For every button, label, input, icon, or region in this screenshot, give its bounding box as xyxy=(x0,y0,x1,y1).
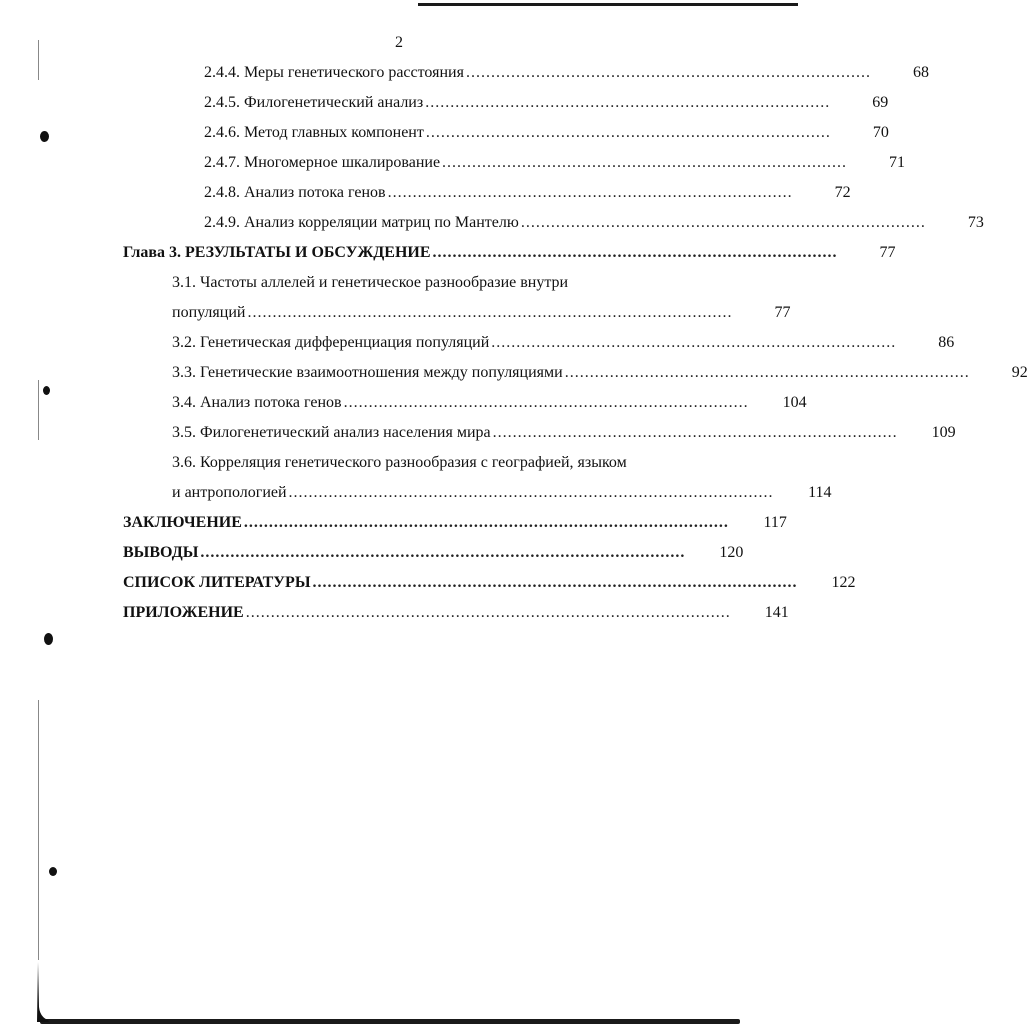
toc-entry-page: 72 xyxy=(834,184,851,201)
toc-leader-dots: ................................................................................. xyxy=(564,364,970,381)
toc-chapter-title: Глава 3. РЕЗУЛЬТАТЫ И ОБСУЖДЕНИЕ xyxy=(123,244,431,261)
toc-entry-page: 114 xyxy=(808,484,832,501)
toc-entry[interactable] xyxy=(204,178,851,208)
toc-entry-title: 2.4.9. Анализ корреляции матриц по Мантелю xyxy=(204,214,519,231)
toc-entry[interactable] xyxy=(204,148,906,178)
toc-leader-dots: ................................................................................. xyxy=(492,424,898,441)
toc-entry-page: 92 xyxy=(1011,364,1028,381)
toc-entry-title-line2: и антропологией xyxy=(172,484,287,501)
toc-entry-title-line1[interactable]: 3.6. Корреляция генетического разнообразия с географией, языком xyxy=(172,454,627,471)
toc-leader-dots: ................................................................................................. xyxy=(245,604,731,621)
page-number: 2 xyxy=(395,34,403,51)
toc-entry-title-line2: популяций xyxy=(172,304,246,321)
toc-entry-title: 3.5. Филогенетический анализ населения мира xyxy=(172,424,491,441)
toc-chapter-page: 77 xyxy=(879,244,896,261)
toc-chapter-title: ЗАКЛЮЧЕНИЕ xyxy=(123,514,242,531)
toc-chapter-entry[interactable] xyxy=(123,538,744,568)
toc-entry-title: 3.3. Генетические взаимоотношения между популяциями xyxy=(172,364,563,381)
hole-punch-mark xyxy=(43,386,50,395)
toc-entry[interactable] xyxy=(204,88,889,118)
toc-entry-title: 2.4.5. Филогенетический анализ xyxy=(204,94,424,111)
toc-entry-page: 73 xyxy=(967,214,984,231)
toc-chapter-entry[interactable] xyxy=(123,238,896,268)
toc-entry-page: 68 xyxy=(912,64,929,81)
toc-entry-page: 104 xyxy=(782,394,807,411)
toc-chapter-page: 117 xyxy=(763,514,787,531)
toc-entry-title: 2.4.7. Многомерное шкалирование xyxy=(204,154,441,171)
toc-entry[interactable] xyxy=(172,388,807,418)
toc-entry-page: 69 xyxy=(872,94,889,111)
toc-entry-page: 71 xyxy=(889,154,906,171)
toc-entry-page: 86 xyxy=(938,334,955,351)
toc-entry[interactable] xyxy=(204,208,984,238)
scan-corner-mark xyxy=(36,962,50,1022)
toc-leader-dots: ................................................................................. xyxy=(343,394,749,411)
toc-leader-dots: ................................................................................. xyxy=(425,124,831,141)
hole-punch-mark xyxy=(49,867,57,876)
toc-entry-title: 3.4. Анализ потока генов xyxy=(172,394,342,411)
hole-punch-mark xyxy=(40,131,49,142)
toc-leader-dots: ................................................................................................. xyxy=(243,514,729,531)
toc-chapter-entry[interactable] xyxy=(123,568,856,598)
toc-entry-title: 2.4.8. Анализ потока генов xyxy=(204,184,386,201)
toc-entry-title: 3.2. Генетическая дифференциация популяций xyxy=(172,334,490,351)
toc-entry-title: 2.4.6. Метод главных компонент xyxy=(204,124,424,141)
toc-leader-dots: ................................................................................................. xyxy=(247,304,733,321)
toc-leader-dots: ................................................................................. xyxy=(520,214,926,231)
toc-entry[interactable] xyxy=(172,478,832,508)
scan-edge-left xyxy=(38,700,39,960)
toc-leader-dots: ................................................................................. xyxy=(442,154,848,171)
toc-entry-page: 109 xyxy=(931,424,956,441)
scan-edge-top xyxy=(418,3,798,6)
scan-edge-left xyxy=(38,380,39,440)
toc-chapter-page: 122 xyxy=(831,574,856,591)
toc-entry[interactable] xyxy=(172,328,955,358)
toc-entry[interactable] xyxy=(172,418,956,448)
toc-leader-dots: ................................................................................................. xyxy=(312,574,798,591)
toc-entry-title-line1[interactable]: 3.1. Частоты аллелей и генетическое разнообразие внутри xyxy=(172,274,569,291)
toc-entry-title: 2.4.4. Меры генетического расстояния xyxy=(204,64,464,81)
toc-chapter-entry[interactable] xyxy=(123,508,787,538)
toc-chapter-title: ПРИЛОЖЕНИЕ xyxy=(123,604,244,621)
toc-leader-dots: ................................................................................................. xyxy=(200,544,686,561)
toc-chapter-page: 120 xyxy=(719,544,744,561)
toc-leader-dots: ................................................................................. xyxy=(491,334,897,351)
hole-punch-mark xyxy=(44,633,53,645)
toc-entry[interactable] xyxy=(172,358,1028,388)
toc-chapter-title: ВЫВОДЫ xyxy=(123,544,199,561)
toc-chapter-entry[interactable] xyxy=(123,598,789,628)
toc-leader-dots: ................................................................................. xyxy=(387,184,793,201)
toc-leader-dots: ................................................................................. xyxy=(425,94,831,111)
toc-entry[interactable] xyxy=(204,118,889,148)
toc-chapter-page: 141 xyxy=(764,604,789,621)
toc-entry-page: 77 xyxy=(774,304,791,321)
toc-entry[interactable] xyxy=(204,58,929,88)
toc-leader-dots: ................................................................................. xyxy=(432,244,838,261)
toc-leader-dots: ................................................................................................. xyxy=(288,484,774,501)
scan-edge-bottom xyxy=(40,1019,740,1024)
toc-entry-page: 70 xyxy=(872,124,889,141)
toc-entry[interactable] xyxy=(172,298,791,328)
toc-leader-dots: ................................................................................. xyxy=(465,64,871,81)
toc-chapter-title: СПИСОК ЛИТЕРАТУРЫ xyxy=(123,574,311,591)
